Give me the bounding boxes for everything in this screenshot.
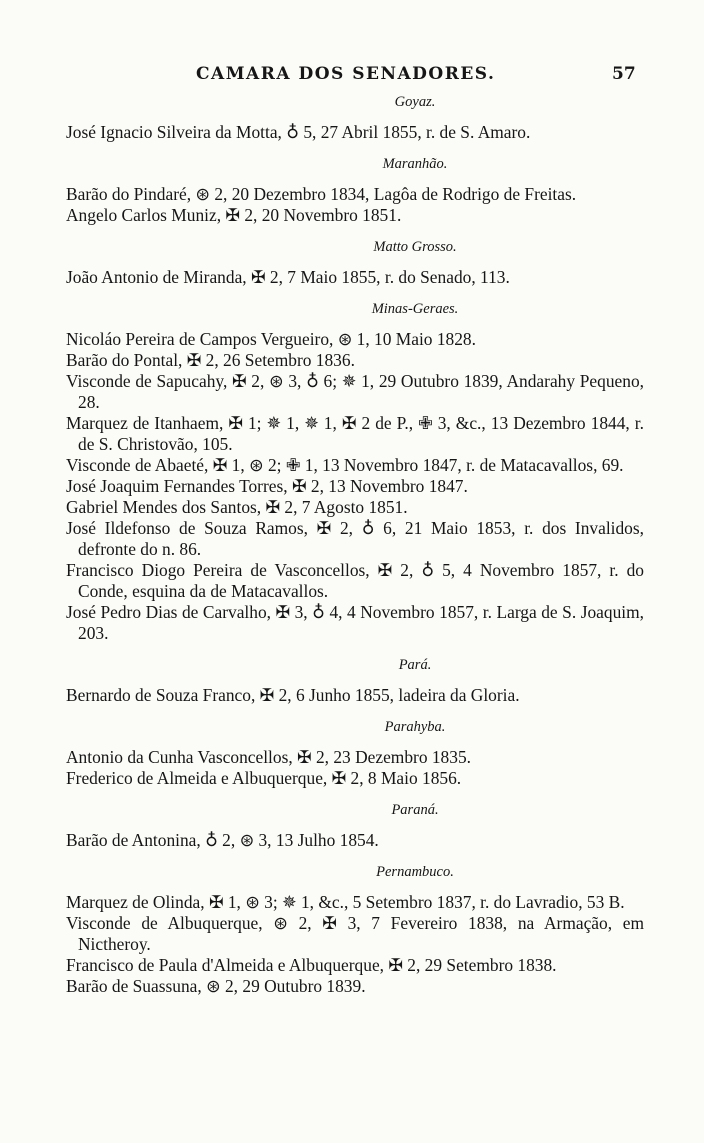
senator-entry: José Joaquim Fernandes Torres, ✠ 2, 13 Novembro 1847. bbox=[66, 476, 468, 496]
senator-entry: João Antonio de Miranda, ✠ 2, 7 Maio 1855, r. do Senado, 113. bbox=[66, 267, 510, 287]
senator-entry: Bernardo de Souza Franco, ✠ 2, 6 Junho 1855, ladeira da Gloria. bbox=[66, 685, 520, 705]
province-heading: Maranhão. bbox=[382, 156, 448, 172]
province-section bbox=[66, 154, 644, 226]
senator-entry: Francisco Diogo Pereira de Vasconcellos, ✠ 2, ♁ 5, 4 Novembro 1857, r. do Conde, esquina da de Matacavallos. bbox=[66, 560, 644, 601]
senator-entry: Visconde de Sapucahy, ✠ 2, ⊛ 3, ♁ 6; ✵ 1, 29 Outubro 1839, Andarahy Pequeno, 28. bbox=[66, 371, 644, 412]
province-heading: Minas-Geraes. bbox=[371, 301, 459, 317]
senator-entry: José Pedro Dias de Carvalho, ✠ 3, ♁ 4, 4 Novembro 1857, r. Larga de S. Joaquim, 203. bbox=[66, 602, 644, 643]
province-heading: Pernambuco. bbox=[376, 864, 454, 880]
page-number: 57 bbox=[612, 64, 636, 84]
senator-entry: Visconde de Albuquerque, ⊛ 2, ✠ 3, 7 Fevereiro 1838, na Armação, em Nictheroy. bbox=[66, 913, 644, 954]
province-heading: Pará. bbox=[398, 657, 432, 673]
province-section bbox=[66, 92, 644, 143]
province-section bbox=[66, 862, 644, 997]
province-section bbox=[66, 800, 644, 851]
senator-entry: Angelo Carlos Muniz, ✠ 2, 20 Novembro 1851. bbox=[66, 205, 402, 225]
page-header bbox=[0, 64, 704, 86]
senator-entry: Marquez de Itanhaem, ✠ 1; ✵ 1, ✵ 1, ✠ 2 de P., ✙ 3, &c., 13 Dezembro 1844, r. de S. Christovão, 105. bbox=[66, 413, 644, 454]
province-section bbox=[66, 299, 644, 644]
senator-entry: Barão do Pontal, ✠ 2, 26 Setembro 1836. bbox=[66, 350, 355, 370]
senator-entry: Francisco de Paula d'Almeida e Albuquerque, ✠ 2, 29 Setembro 1838. bbox=[66, 955, 557, 975]
senator-entry: Nicoláo Pereira de Campos Vergueiro, ⊛ 1, 10 Maio 1828. bbox=[66, 329, 476, 349]
senator-entry: Antonio da Cunha Vasconcellos, ✠ 2, 23 Dezembro 1835. bbox=[66, 747, 471, 767]
province-section bbox=[66, 237, 644, 288]
senator-entry: José Ignacio Silveira da Motta, ♁ 5, 27 Abril 1855, r. de S. Amaro. bbox=[66, 122, 531, 142]
senator-entry: Barão de Suassuna, ⊛ 2, 29 Outubro 1839. bbox=[66, 976, 366, 996]
senator-entry: José Ildefonso de Souza Ramos, ✠ 2, ♁ 6, 21 Maio 1853, r. dos Invalidos, defronte do n. 86. bbox=[66, 518, 644, 559]
province-heading: Paraná. bbox=[391, 802, 439, 818]
province-heading: Matto Grosso. bbox=[373, 239, 457, 255]
province-section bbox=[66, 717, 644, 789]
province-heading: Parahyba. bbox=[384, 719, 446, 735]
senator-entry: Barão do Pindaré, ⊛ 2, 20 Dezembro 1834, Lagôa de Rodrigo de Freitas. bbox=[66, 184, 577, 204]
senator-entry: Frederico de Almeida e Albuquerque, ✠ 2, 8 Maio 1856. bbox=[66, 768, 462, 788]
province-section bbox=[66, 655, 644, 706]
province-heading: Goyaz. bbox=[394, 94, 436, 110]
senator-entry: Gabriel Mendes dos Santos, ✠ 2, 7 Agosto 1851. bbox=[66, 497, 408, 517]
senator-list bbox=[66, 92, 644, 997]
senator-entry: Marquez de Olinda, ✠ 1, ⊛ 3; ✵ 1, &c., 5 Setembro 1837, r. do Lavradio, 53 B. bbox=[66, 892, 625, 912]
senator-entry: Barão de Antonina, ♁ 2, ⊛ 3, 13 Julho 1854. bbox=[66, 830, 379, 850]
senator-entry: Visconde de Abaeté, ✠ 1, ⊛ 2; ✙ 1, 13 Novembro 1847, r. de Matacavallos, 69. bbox=[66, 455, 624, 475]
running-title: CAMARA DOS SENADORES. bbox=[196, 64, 496, 84]
